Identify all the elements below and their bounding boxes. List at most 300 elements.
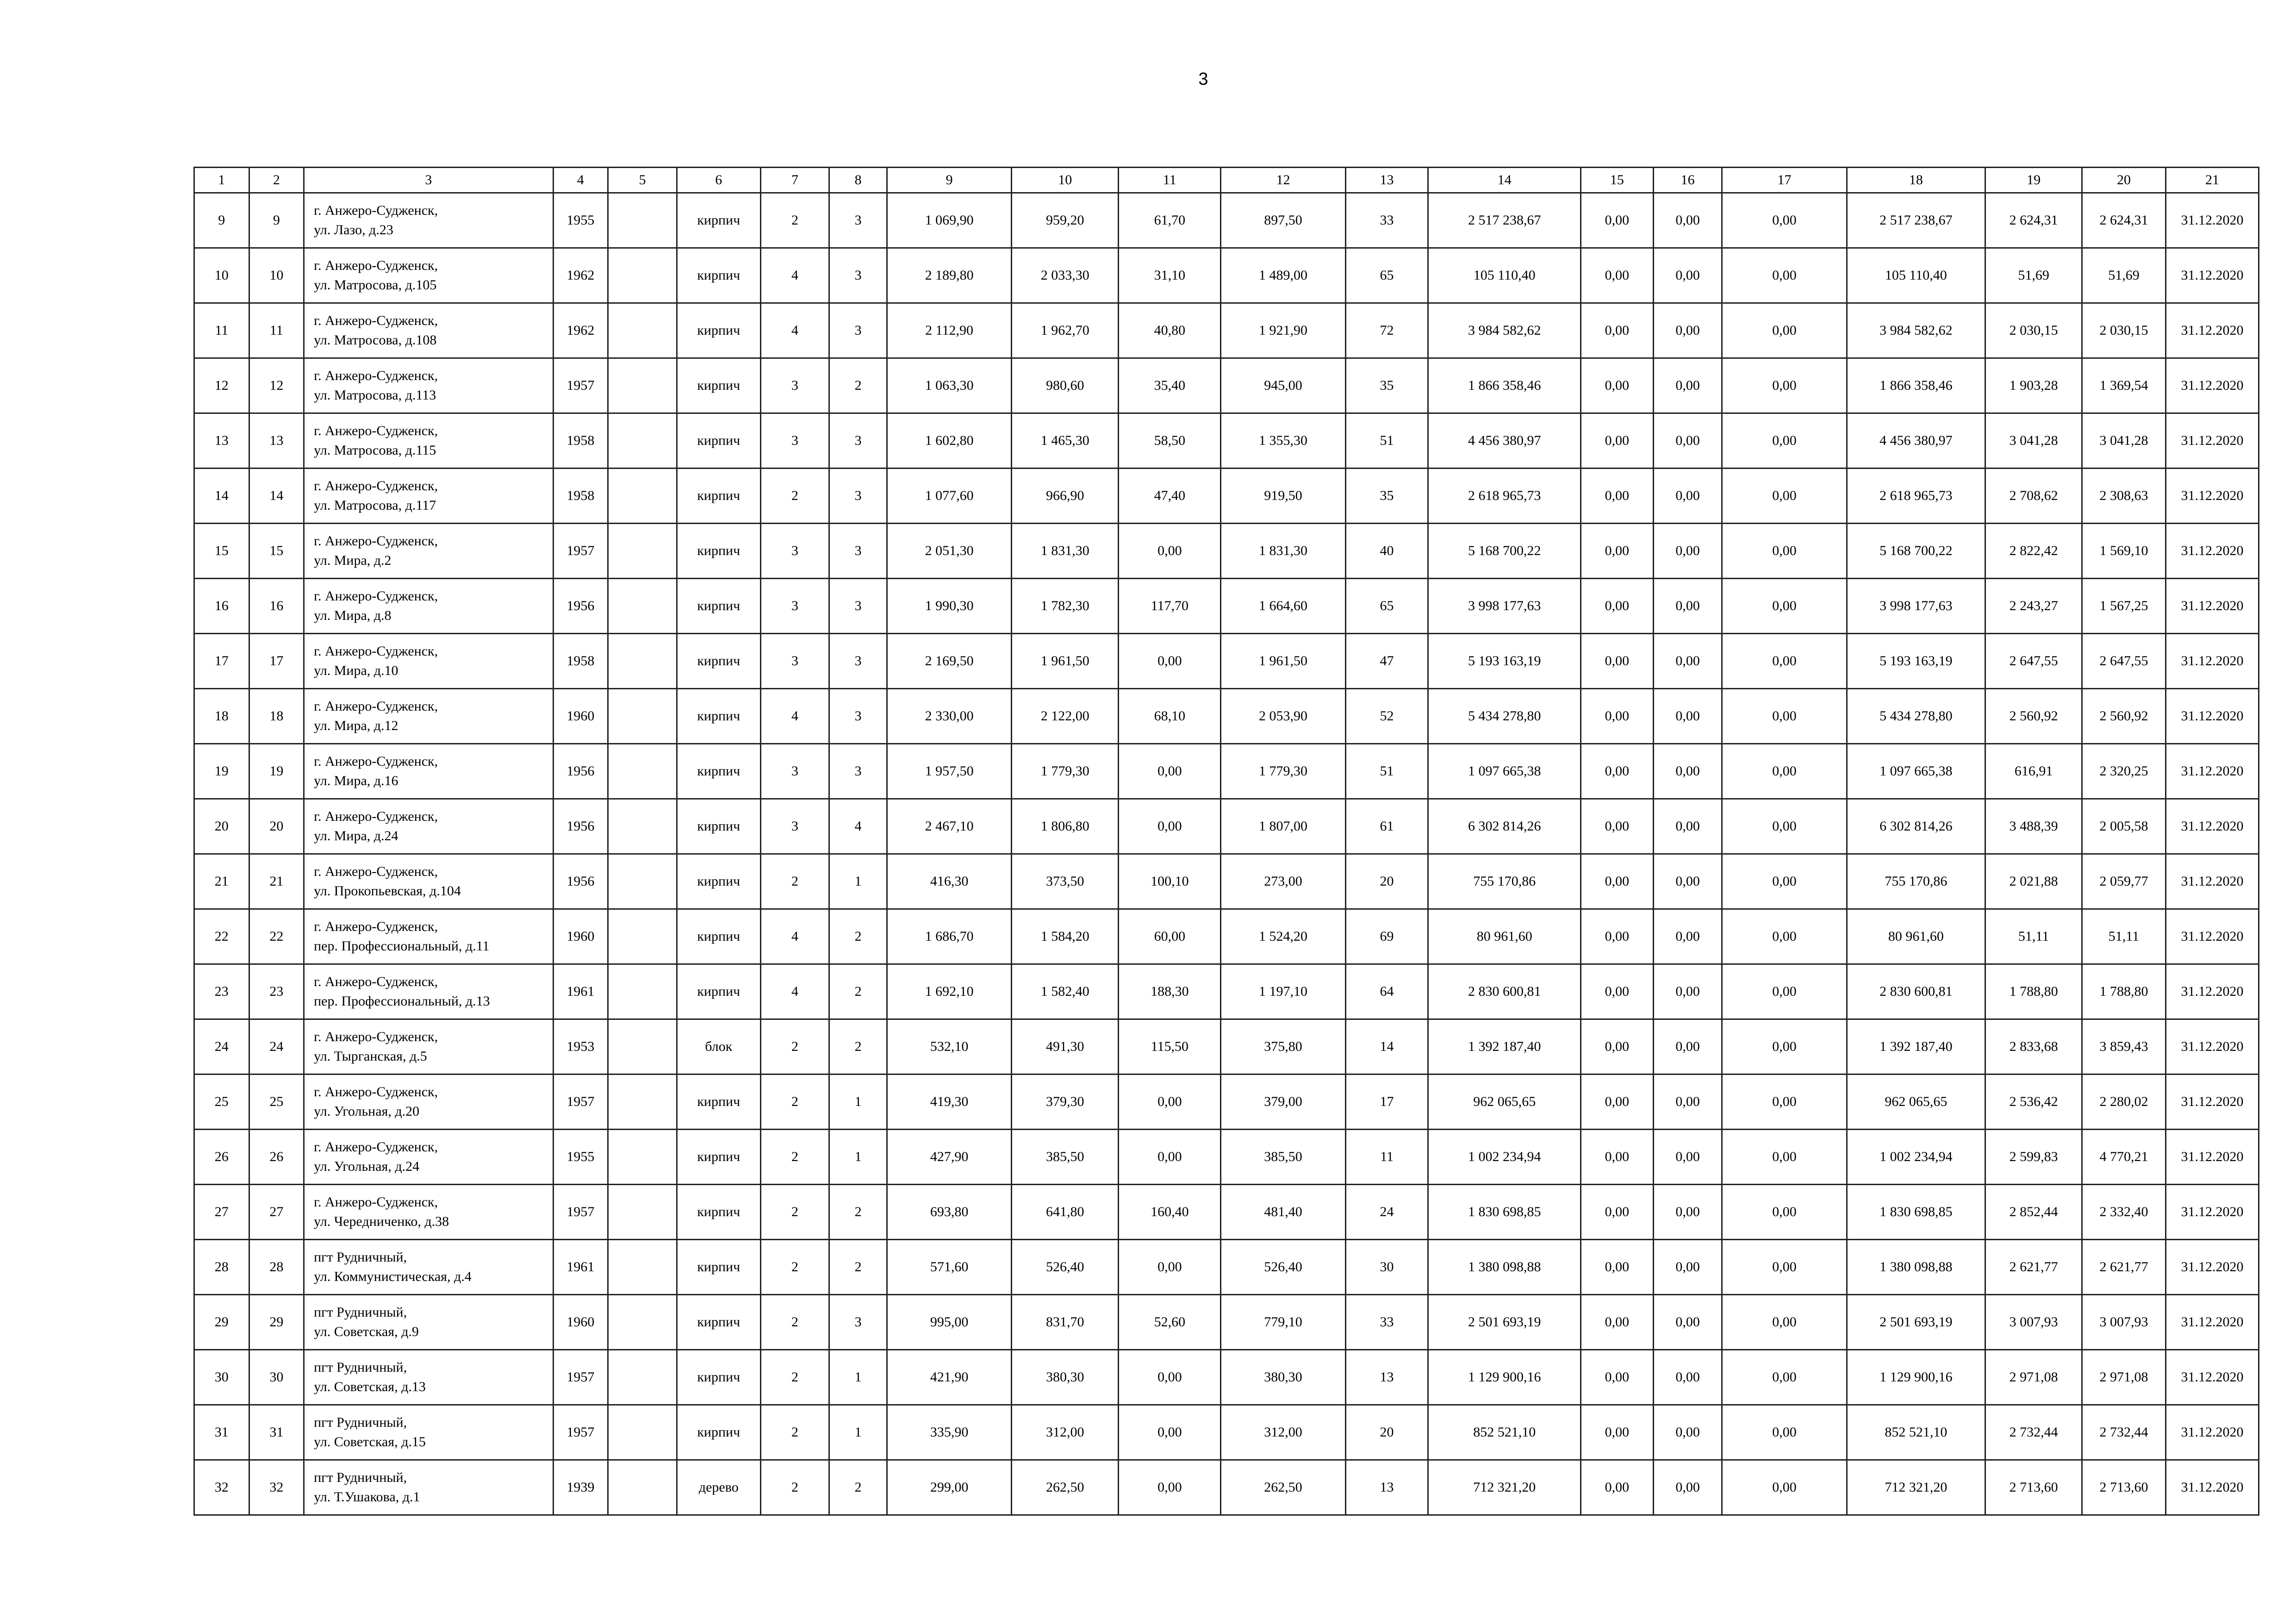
cell-c18: 3 998 177,63 xyxy=(1847,579,1985,634)
cell-n2: 20 xyxy=(249,799,304,854)
cell-n2: 27 xyxy=(249,1185,304,1240)
cell-c10: 2 122,00 xyxy=(1012,689,1119,744)
cell-c19: 2 708,62 xyxy=(1985,468,2082,524)
cell-c9: 1 069,90 xyxy=(887,193,1011,248)
cell-c20: 2 621,77 xyxy=(2082,1240,2166,1295)
cell-floors: 3 xyxy=(760,413,829,468)
cell-c13: 47 xyxy=(1345,634,1428,689)
cell-n1: 23 xyxy=(194,964,249,1019)
cell-c21: 31.12.2020 xyxy=(2165,303,2259,358)
cell-c12: 1 524,20 xyxy=(1221,909,1345,964)
column-header-11: 11 xyxy=(1119,168,1221,193)
cell-year: 1957 xyxy=(553,1350,608,1405)
cell-c19: 2 822,42 xyxy=(1985,524,2082,579)
cell-c17: 0,00 xyxy=(1722,303,1847,358)
cell-n1: 25 xyxy=(194,1074,249,1130)
table-row xyxy=(194,1240,2259,1295)
cell-n2: 26 xyxy=(249,1130,304,1185)
cell-n1: 21 xyxy=(194,854,249,909)
address-line-street: ул. Советская, д.15 xyxy=(314,1434,426,1449)
table-row xyxy=(194,1074,2259,1130)
cell-c19: 2 599,83 xyxy=(1985,1130,2082,1185)
cell-c5 xyxy=(608,744,677,799)
cell-n2: 28 xyxy=(249,1240,304,1295)
cell-c21: 31.12.2020 xyxy=(2165,689,2259,744)
address-line-locality: г. Анжеро-Судженск, xyxy=(314,533,438,549)
cell-c17: 0,00 xyxy=(1722,1130,1847,1185)
cell-floors: 4 xyxy=(760,248,829,303)
cell-c16: 0,00 xyxy=(1653,1460,1722,1515)
address-line-locality: пгт Рудничный, xyxy=(314,1415,407,1430)
cell-c13: 65 xyxy=(1345,579,1428,634)
cell-c18: 2 830 600,81 xyxy=(1847,964,1985,1019)
address-line-street: ул. Мира, д.10 xyxy=(314,663,398,678)
cell-c11: 68,10 xyxy=(1119,689,1221,744)
cell-c18: 4 456 380,97 xyxy=(1847,413,1985,468)
cell-n1: 18 xyxy=(194,689,249,744)
address-line-street: ул. Мира, д.8 xyxy=(314,608,392,623)
address-line-locality: пгт Рудничный, xyxy=(314,1470,407,1485)
cell-year: 1957 xyxy=(553,1185,608,1240)
cell-c15: 0,00 xyxy=(1580,964,1653,1019)
cell-c11: 100,10 xyxy=(1119,854,1221,909)
cell-entrances: 2 xyxy=(829,1185,887,1240)
cell-c20: 1 569,10 xyxy=(2082,524,2166,579)
address-line-locality: г. Анжеро-Судженск, xyxy=(314,588,438,604)
cell-floors: 2 xyxy=(760,1295,829,1350)
cell-c11: 0,00 xyxy=(1119,1074,1221,1130)
cell-n1: 27 xyxy=(194,1185,249,1240)
cell-entrances: 2 xyxy=(829,358,887,413)
cell-c16: 0,00 xyxy=(1653,634,1722,689)
cell-floors: 3 xyxy=(760,744,829,799)
address-cell xyxy=(304,193,554,248)
cell-n1: 30 xyxy=(194,1350,249,1405)
table-row xyxy=(194,468,2259,524)
cell-c10: 379,30 xyxy=(1012,1074,1119,1130)
cell-c5 xyxy=(608,909,677,964)
cell-c19: 2 624,31 xyxy=(1985,193,2082,248)
cell-c20: 51,11 xyxy=(2082,909,2166,964)
cell-c17: 0,00 xyxy=(1722,744,1847,799)
cell-c11: 0,00 xyxy=(1119,799,1221,854)
cell-c14: 5 193 163,19 xyxy=(1428,634,1581,689)
cell-c18: 755 170,86 xyxy=(1847,854,1985,909)
cell-c19: 1 788,80 xyxy=(1985,964,2082,1019)
cell-c11: 160,40 xyxy=(1119,1185,1221,1240)
cell-c5 xyxy=(608,1074,677,1130)
cell-c12: 1 779,30 xyxy=(1221,744,1345,799)
column-header-21: 21 xyxy=(2165,168,2259,193)
cell-floors: 2 xyxy=(760,1074,829,1130)
cell-c13: 13 xyxy=(1345,1460,1428,1515)
cell-c14: 2 517 238,67 xyxy=(1428,193,1581,248)
cell-c10: 491,30 xyxy=(1012,1019,1119,1074)
cell-entrances: 2 xyxy=(829,909,887,964)
cell-c12: 375,80 xyxy=(1221,1019,1345,1074)
housing-table xyxy=(193,167,2259,1516)
cell-n1: 28 xyxy=(194,1240,249,1295)
table-row xyxy=(194,1130,2259,1185)
table-row xyxy=(194,193,2259,248)
cell-c18: 1 392 187,40 xyxy=(1847,1019,1985,1074)
cell-c11: 52,60 xyxy=(1119,1295,1221,1350)
cell-c18: 852 521,10 xyxy=(1847,1405,1985,1460)
cell-c20: 2 713,60 xyxy=(2082,1460,2166,1515)
cell-n1: 15 xyxy=(194,524,249,579)
cell-c15: 0,00 xyxy=(1580,1074,1653,1130)
address-cell xyxy=(304,1185,554,1240)
cell-c18: 3 984 582,62 xyxy=(1847,303,1985,358)
cell-c17: 0,00 xyxy=(1722,579,1847,634)
cell-c21: 31.12.2020 xyxy=(2165,1460,2259,1515)
cell-c5 xyxy=(608,248,677,303)
cell-c21: 31.12.2020 xyxy=(2165,468,2259,524)
cell-c14: 6 302 814,26 xyxy=(1428,799,1581,854)
cell-c20: 2 308,63 xyxy=(2082,468,2166,524)
cell-c21: 31.12.2020 xyxy=(2165,579,2259,634)
cell-n1: 26 xyxy=(194,1130,249,1185)
cell-c20: 2 732,44 xyxy=(2082,1405,2166,1460)
cell-c9: 1 602,80 xyxy=(887,413,1011,468)
column-header-1: 1 xyxy=(194,168,249,193)
cell-n1: 17 xyxy=(194,634,249,689)
address-line-locality: г. Анжеро-Судженск, xyxy=(314,423,438,438)
cell-c10: 2 033,30 xyxy=(1012,248,1119,303)
cell-c15: 0,00 xyxy=(1580,579,1653,634)
cell-floors: 2 xyxy=(760,468,829,524)
cell-c13: 11 xyxy=(1345,1130,1428,1185)
cell-c18: 1 129 900,16 xyxy=(1847,1350,1985,1405)
cell-n2: 17 xyxy=(249,634,304,689)
cell-n2: 25 xyxy=(249,1074,304,1130)
cell-c9: 2 051,30 xyxy=(887,524,1011,579)
cell-c9: 1 063,30 xyxy=(887,358,1011,413)
cell-n2: 21 xyxy=(249,854,304,909)
cell-c9: 995,00 xyxy=(887,1295,1011,1350)
cell-c16: 0,00 xyxy=(1653,303,1722,358)
cell-entrances: 1 xyxy=(829,854,887,909)
cell-entrances: 3 xyxy=(829,193,887,248)
cell-c17: 0,00 xyxy=(1722,909,1847,964)
cell-c5 xyxy=(608,303,677,358)
cell-c18: 2 618 965,73 xyxy=(1847,468,1985,524)
column-header-9: 9 xyxy=(887,168,1011,193)
address-cell xyxy=(304,909,554,964)
column-header-20: 20 xyxy=(2082,168,2166,193)
cell-material: кирпич xyxy=(677,413,760,468)
cell-c14: 1 129 900,16 xyxy=(1428,1350,1581,1405)
cell-c14: 1 002 234,94 xyxy=(1428,1130,1581,1185)
cell-n1: 24 xyxy=(194,1019,249,1074)
column-header-6: 6 xyxy=(677,168,760,193)
cell-c19: 1 903,28 xyxy=(1985,358,2082,413)
cell-c19: 2 243,27 xyxy=(1985,579,2082,634)
column-header-14: 14 xyxy=(1428,168,1581,193)
cell-c10: 380,30 xyxy=(1012,1350,1119,1405)
cell-c20: 2 030,15 xyxy=(2082,303,2166,358)
cell-c19: 2 560,92 xyxy=(1985,689,2082,744)
cell-c17: 0,00 xyxy=(1722,1350,1847,1405)
cell-c13: 33 xyxy=(1345,193,1428,248)
column-header-8: 8 xyxy=(829,168,887,193)
cell-c21: 31.12.2020 xyxy=(2165,634,2259,689)
cell-year: 1955 xyxy=(553,193,608,248)
cell-c17: 0,00 xyxy=(1722,1460,1847,1515)
cell-c14: 3 998 177,63 xyxy=(1428,579,1581,634)
cell-c17: 0,00 xyxy=(1722,1405,1847,1460)
cell-c9: 1 077,60 xyxy=(887,468,1011,524)
cell-c20: 2 005,58 xyxy=(2082,799,2166,854)
cell-n1: 29 xyxy=(194,1295,249,1350)
cell-floors: 2 xyxy=(760,1130,829,1185)
cell-c9: 421,90 xyxy=(887,1350,1011,1405)
cell-c12: 1 664,60 xyxy=(1221,579,1345,634)
cell-c5 xyxy=(608,1405,677,1460)
cell-n2: 24 xyxy=(249,1019,304,1074)
address-line-locality: г. Анжеро-Судженск, xyxy=(314,643,438,659)
address-line-street: пер. Профессиональный, д.11 xyxy=(314,938,490,954)
cell-c19: 2 536,42 xyxy=(1985,1074,2082,1130)
cell-c11: 115,50 xyxy=(1119,1019,1221,1074)
cell-year: 1960 xyxy=(553,1295,608,1350)
cell-entrances: 2 xyxy=(829,1460,887,1515)
cell-floors: 3 xyxy=(760,799,829,854)
cell-c9: 1 692,10 xyxy=(887,964,1011,1019)
cell-c15: 0,00 xyxy=(1580,1350,1653,1405)
cell-c10: 262,50 xyxy=(1012,1460,1119,1515)
cell-c18: 962 065,65 xyxy=(1847,1074,1985,1130)
cell-c18: 5 168 700,22 xyxy=(1847,524,1985,579)
cell-c16: 0,00 xyxy=(1653,1074,1722,1130)
cell-c13: 65 xyxy=(1345,248,1428,303)
address-line-street: ул. Матросова, д.105 xyxy=(314,277,437,293)
address-line-locality: г. Анжеро-Судженск, xyxy=(314,313,438,328)
cell-year: 1956 xyxy=(553,854,608,909)
table-row xyxy=(194,1295,2259,1350)
address-line-locality: пгт Рудничный, xyxy=(314,1305,407,1320)
cell-c5 xyxy=(608,634,677,689)
address-line-street: ул. Мира, д.16 xyxy=(314,773,398,788)
address-cell xyxy=(304,1130,554,1185)
address-line-street: ул. Матросова, д.113 xyxy=(314,387,436,403)
cell-c11: 0,00 xyxy=(1119,634,1221,689)
column-header-10: 10 xyxy=(1012,168,1119,193)
cell-n2: 31 xyxy=(249,1405,304,1460)
cell-c11: 117,70 xyxy=(1119,579,1221,634)
cell-c13: 69 xyxy=(1345,909,1428,964)
address-cell xyxy=(304,1460,554,1515)
cell-material: кирпич xyxy=(677,634,760,689)
cell-year: 1955 xyxy=(553,1130,608,1185)
cell-c9: 299,00 xyxy=(887,1460,1011,1515)
cell-n2: 11 xyxy=(249,303,304,358)
cell-c5 xyxy=(608,193,677,248)
cell-c5 xyxy=(608,799,677,854)
address-line-locality: г. Анжеро-Судженск, xyxy=(314,1084,438,1099)
cell-floors: 2 xyxy=(760,193,829,248)
address-line-street: ул. Советская, д.9 xyxy=(314,1324,419,1339)
cell-c17: 0,00 xyxy=(1722,964,1847,1019)
cell-c5 xyxy=(608,413,677,468)
cell-c9: 693,80 xyxy=(887,1185,1011,1240)
cell-c13: 35 xyxy=(1345,358,1428,413)
cell-material: кирпич xyxy=(677,193,760,248)
cell-floors: 2 xyxy=(760,1405,829,1460)
cell-c13: 20 xyxy=(1345,854,1428,909)
cell-c16: 0,00 xyxy=(1653,358,1722,413)
cell-c13: 33 xyxy=(1345,1295,1428,1350)
cell-c20: 2 320,25 xyxy=(2082,744,2166,799)
cell-c15: 0,00 xyxy=(1580,799,1653,854)
cell-material: кирпич xyxy=(677,1405,760,1460)
cell-c15: 0,00 xyxy=(1580,358,1653,413)
cell-c19: 3 041,28 xyxy=(1985,413,2082,468)
cell-floors: 3 xyxy=(760,524,829,579)
cell-c17: 0,00 xyxy=(1722,1019,1847,1074)
cell-c17: 0,00 xyxy=(1722,799,1847,854)
cell-floors: 2 xyxy=(760,1350,829,1405)
cell-c10: 641,80 xyxy=(1012,1185,1119,1240)
table-row xyxy=(194,909,2259,964)
cell-c13: 14 xyxy=(1345,1019,1428,1074)
cell-material: кирпич xyxy=(677,524,760,579)
cell-c11: 0,00 xyxy=(1119,1240,1221,1295)
address-line-street: пер. Профессиональный, д.13 xyxy=(314,993,490,1009)
cell-entrances: 1 xyxy=(829,1350,887,1405)
column-header-18: 18 xyxy=(1847,168,1985,193)
cell-entrances: 3 xyxy=(829,524,887,579)
cell-c9: 2 169,50 xyxy=(887,634,1011,689)
cell-c16: 0,00 xyxy=(1653,524,1722,579)
cell-c20: 2 971,08 xyxy=(2082,1350,2166,1405)
cell-c17: 0,00 xyxy=(1722,1295,1847,1350)
address-line-street: ул. Мира, д.2 xyxy=(314,553,392,568)
cell-c14: 4 456 380,97 xyxy=(1428,413,1581,468)
cell-c16: 0,00 xyxy=(1653,1405,1722,1460)
cell-c16: 0,00 xyxy=(1653,854,1722,909)
cell-material: кирпич xyxy=(677,1130,760,1185)
cell-c15: 0,00 xyxy=(1580,1240,1653,1295)
cell-c19: 2 971,08 xyxy=(1985,1350,2082,1405)
address-cell xyxy=(304,1295,554,1350)
cell-c18: 80 961,60 xyxy=(1847,909,1985,964)
cell-c5 xyxy=(608,964,677,1019)
cell-c13: 30 xyxy=(1345,1240,1428,1295)
cell-c9: 2 467,10 xyxy=(887,799,1011,854)
cell-floors: 2 xyxy=(760,1460,829,1515)
cell-c16: 0,00 xyxy=(1653,413,1722,468)
cell-c13: 17 xyxy=(1345,1074,1428,1130)
cell-n2: 29 xyxy=(249,1295,304,1350)
cell-c21: 31.12.2020 xyxy=(2165,854,2259,909)
cell-year: 1956 xyxy=(553,744,608,799)
cell-c19: 51,69 xyxy=(1985,248,2082,303)
cell-c9: 416,30 xyxy=(887,854,1011,909)
cell-c11: 0,00 xyxy=(1119,1405,1221,1460)
cell-c20: 2 280,02 xyxy=(2082,1074,2166,1130)
cell-c14: 5 434 278,80 xyxy=(1428,689,1581,744)
cell-c5 xyxy=(608,358,677,413)
cell-c16: 0,00 xyxy=(1653,909,1722,964)
cell-n2: 9 xyxy=(249,193,304,248)
cell-c19: 2 030,15 xyxy=(1985,303,2082,358)
cell-material: кирпич xyxy=(677,799,760,854)
address-cell xyxy=(304,1074,554,1130)
cell-c16: 0,00 xyxy=(1653,1185,1722,1240)
cell-n1: 14 xyxy=(194,468,249,524)
cell-c13: 72 xyxy=(1345,303,1428,358)
cell-n2: 16 xyxy=(249,579,304,634)
column-header-4: 4 xyxy=(553,168,608,193)
cell-material: кирпич xyxy=(677,909,760,964)
cell-c21: 31.12.2020 xyxy=(2165,909,2259,964)
cell-c10: 1 779,30 xyxy=(1012,744,1119,799)
cell-n2: 30 xyxy=(249,1350,304,1405)
cell-c10: 1 782,30 xyxy=(1012,579,1119,634)
cell-year: 1960 xyxy=(553,689,608,744)
cell-c16: 0,00 xyxy=(1653,1240,1722,1295)
address-cell xyxy=(304,744,554,799)
cell-c10: 312,00 xyxy=(1012,1405,1119,1460)
table-row xyxy=(194,1405,2259,1460)
cell-c15: 0,00 xyxy=(1580,413,1653,468)
cell-n1: 9 xyxy=(194,193,249,248)
address-cell xyxy=(304,1405,554,1460)
cell-n1: 11 xyxy=(194,303,249,358)
address-line-locality: пгт Рудничный, xyxy=(314,1360,407,1375)
cell-material: кирпич xyxy=(677,1074,760,1130)
cell-c21: 31.12.2020 xyxy=(2165,1130,2259,1185)
cell-c21: 31.12.2020 xyxy=(2165,358,2259,413)
cell-c10: 373,50 xyxy=(1012,854,1119,909)
cell-c15: 0,00 xyxy=(1580,744,1653,799)
cell-c9: 2 189,80 xyxy=(887,248,1011,303)
cell-c17: 0,00 xyxy=(1722,248,1847,303)
cell-c12: 1 921,90 xyxy=(1221,303,1345,358)
column-header-19: 19 xyxy=(1985,168,2082,193)
cell-c13: 20 xyxy=(1345,1405,1428,1460)
address-cell xyxy=(304,634,554,689)
cell-material: кирпич xyxy=(677,358,760,413)
address-cell xyxy=(304,799,554,854)
cell-floors: 2 xyxy=(760,1240,829,1295)
cell-c9: 1 957,50 xyxy=(887,744,1011,799)
address-line-locality: г. Анжеро-Судженск, xyxy=(314,478,438,493)
cell-c19: 2 647,55 xyxy=(1985,634,2082,689)
cell-year: 1939 xyxy=(553,1460,608,1515)
cell-c11: 58,50 xyxy=(1119,413,1221,468)
cell-n1: 12 xyxy=(194,358,249,413)
cell-n2: 19 xyxy=(249,744,304,799)
column-header-17: 17 xyxy=(1722,168,1847,193)
cell-c17: 0,00 xyxy=(1722,193,1847,248)
cell-c20: 51,69 xyxy=(2082,248,2166,303)
address-line-street: ул. Советская, д.13 xyxy=(314,1379,426,1394)
address-line-locality: г. Анжеро-Судженск, xyxy=(314,368,438,383)
cell-floors: 4 xyxy=(760,303,829,358)
cell-c20: 1 788,80 xyxy=(2082,964,2166,1019)
address-line-street: ул. Коммунистическая, д.4 xyxy=(314,1269,472,1284)
cell-material: кирпич xyxy=(677,468,760,524)
cell-c12: 1 355,30 xyxy=(1221,413,1345,468)
cell-c10: 1 465,30 xyxy=(1012,413,1119,468)
cell-n1: 32 xyxy=(194,1460,249,1515)
column-header-15: 15 xyxy=(1580,168,1653,193)
cell-c11: 0,00 xyxy=(1119,1130,1221,1185)
table-row xyxy=(194,358,2259,413)
cell-c14: 852 521,10 xyxy=(1428,1405,1581,1460)
